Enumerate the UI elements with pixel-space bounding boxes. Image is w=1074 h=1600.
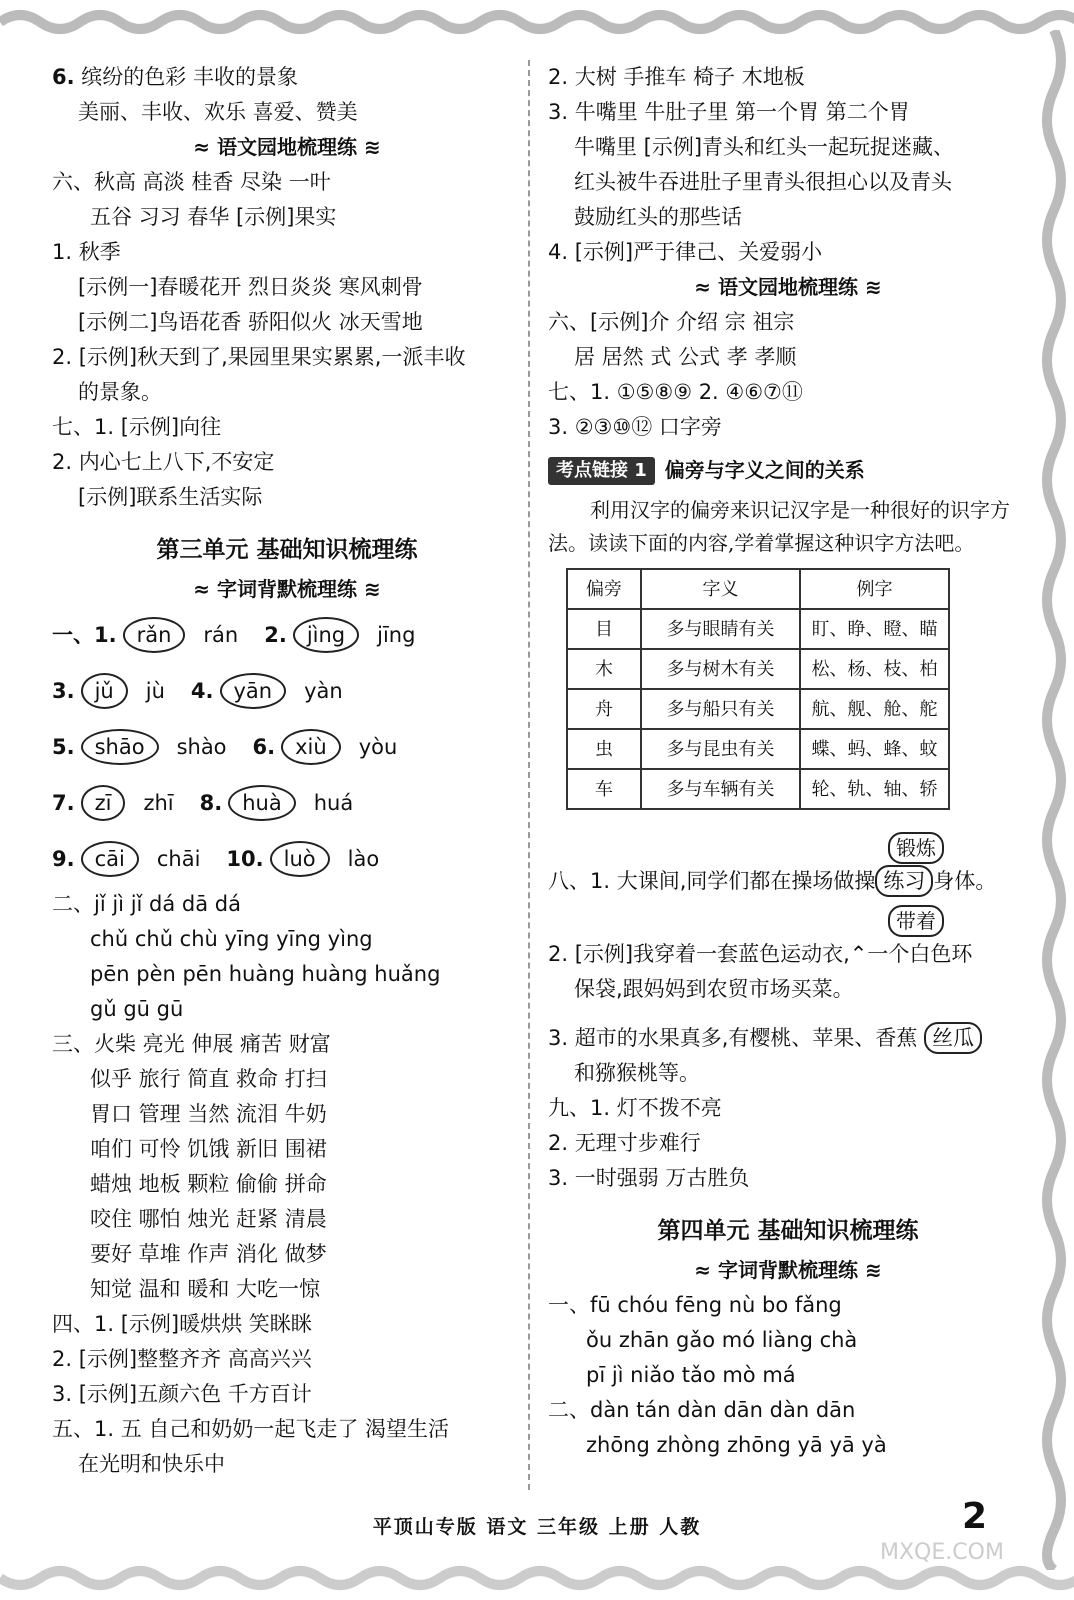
watermark-logo: MXQE.COM xyxy=(880,1540,1004,1565)
table-cell: 多与船只有关 xyxy=(641,689,800,729)
section-subheading: ≈ 字词背默梳理练 ≋ xyxy=(193,577,381,601)
answer-line: [示例]联系生活实际 xyxy=(78,485,263,509)
answer-line: 2. 无理寸步难行 xyxy=(548,1131,701,1155)
word-line: 胃口 管理 当然 流泪 牛奶 xyxy=(90,1102,327,1126)
table-cell: 虫 xyxy=(567,729,641,769)
correction-note: 锻炼 xyxy=(548,832,1028,864)
section-subheading: ≈ 语文园地梳理练 ≋ xyxy=(694,275,882,299)
answer-line: 在光明和快乐中 xyxy=(78,1452,225,1476)
answer-line: 1. 秋季 xyxy=(52,240,121,264)
table-cell: 盯、睁、瞪、瞄 xyxy=(800,609,949,649)
pinyin-option: chāi xyxy=(156,847,201,871)
table-cell: 多与车辆有关 xyxy=(641,769,800,809)
answer-line: 2. 大树 手推车 椅子 木地板 xyxy=(548,65,805,89)
answer-line: 四、1. [示例]暖烘烘 笑眯眯 xyxy=(52,1312,312,1336)
answer-line: 3. 牛嘴里 牛肚子里 第一个胃 第二个胃 xyxy=(548,100,910,124)
pinyin-option: yàn xyxy=(304,679,343,703)
left-column xyxy=(52,60,522,1482)
knowledge-link-paragraph: 利用汉字的偏旁来识记汉字是一种很好的识字方法。读读下面的内容,学着掌握这种识字方法吧。 xyxy=(548,498,1010,555)
table-header-cell: 字义 xyxy=(641,569,800,609)
pinyin-line: gǔ gū gū xyxy=(90,997,184,1021)
circled-answer: cāi xyxy=(81,841,139,877)
answer-line: 鼓励红头的那些话 xyxy=(574,205,742,229)
table-cell: 松、杨、枝、柏 xyxy=(800,649,949,689)
question-number: 9. xyxy=(52,847,75,871)
table-row xyxy=(567,609,949,649)
answer-line: 保袋,跟妈妈到农贸市场买菜。 xyxy=(574,977,854,1001)
circled-answer: huà xyxy=(228,785,296,821)
circled-answer: zī xyxy=(81,785,126,821)
unit-heading: 第四单元 基础知识梳理练 xyxy=(657,1218,919,1244)
page-footer: 平顶山专版 语文 三年级 上册 人教 xyxy=(372,1516,702,1538)
radical-meaning-table xyxy=(566,568,950,810)
answer-line: 2. [示例]整整齐齐 高高兴兴 xyxy=(52,1347,312,1371)
pinyin-line: chǔ chǔ chù yīng yīng yìng xyxy=(90,927,373,951)
pinyin-option: lào xyxy=(347,847,380,871)
question-number: 7. xyxy=(52,791,75,815)
question-number: 5. xyxy=(52,735,75,759)
table-cell: 目 xyxy=(567,609,641,649)
pinyin-choice-row xyxy=(52,663,522,719)
pinyin-option: jīng xyxy=(377,623,416,647)
pinyin-line: zhōng zhòng zhōng yā yā yà xyxy=(586,1433,887,1457)
question-number: 6. xyxy=(252,735,276,759)
page-number: 2 xyxy=(962,1496,988,1537)
pinyin-choice-row xyxy=(52,775,522,831)
question-number: 10. xyxy=(226,847,264,871)
pinyin-line: pēn pèn pēn huàng huàng huǎng xyxy=(90,962,441,986)
answer-line: 的景象。 xyxy=(78,380,162,404)
answer-line: 和猕猴桃等。 xyxy=(574,1061,700,1085)
answer-line: 3. ②③⑩⑫ 口字旁 xyxy=(548,415,722,439)
word-line: 三、火柴 亮光 伸展 痛苦 财富 xyxy=(52,1032,331,1056)
word-line: 知觉 温和 暖和 大吃一惊 xyxy=(90,1277,321,1301)
table-row xyxy=(567,729,949,769)
pinyin-line: 二、dàn tán dàn dān dàn dān xyxy=(548,1398,856,1422)
answer-line: 3. 超市的水果真多,有樱桃、苹果、香蕉 丝瓜 xyxy=(548,1021,1028,1056)
answer-line: 五谷 习习 春华 [示例]果实 xyxy=(90,205,337,229)
answer-line: 3. [示例]五颜六色 千方百计 xyxy=(52,1382,312,1406)
knowledge-link-tag: 考点链接 1 xyxy=(548,457,655,485)
answer-line: 4. [示例]严于律己、关爱弱小 xyxy=(548,240,823,264)
answer-line: 6. 缤纷的色彩 丰收的景象 xyxy=(52,65,298,89)
answer-line: [示例一]春暖花开 烈日炎炎 寒风刺骨 xyxy=(78,275,423,299)
knowledge-link-title: 偏旁与字义之间的关系 xyxy=(664,458,865,482)
table-cell: 多与昆虫有关 xyxy=(641,729,800,769)
question-number: 8. xyxy=(199,791,223,815)
circled-answer: jìng xyxy=(293,617,359,653)
right-column xyxy=(548,60,1028,1463)
table-cell: 多与树木有关 xyxy=(641,649,800,689)
circled-answer: shāo xyxy=(81,729,159,765)
table-cell: 车 xyxy=(567,769,641,809)
pinyin-line: 一、fū chóu fēng nù bo fǎng xyxy=(548,1293,842,1317)
pinyin-option: shào xyxy=(176,735,227,759)
question-number: 2. xyxy=(264,623,287,647)
table-cell: 木 xyxy=(567,649,641,689)
pinyin-line: pī jì niǎo tǎo mò má xyxy=(586,1363,796,1387)
answer-line: [示例二]鸟语花香 骄阳似火 冰天雪地 xyxy=(78,310,423,334)
table-cell: 轮、轨、轴、轿 xyxy=(800,769,949,809)
circled-answer: rǎn xyxy=(123,617,186,653)
answer-line: 九、1. 灯不拨不亮 xyxy=(548,1096,722,1120)
word-line: 似乎 旅行 简直 救命 打扫 xyxy=(90,1067,327,1091)
table-header-cell: 例字 xyxy=(800,569,949,609)
table-header-row xyxy=(567,569,949,609)
table-row xyxy=(567,649,949,689)
table-cell: 航、舰、舱、舵 xyxy=(800,689,949,729)
circled-answer: xiù xyxy=(281,729,341,765)
answer-line: 牛嘴里 [示例]青头和红头一起玩捉迷藏、 xyxy=(574,135,955,159)
pinyin-line: ǒu zhān gǎo mó liàng chà xyxy=(586,1328,858,1352)
answer-line: 六、秋高 高淡 桂香 尽染 一叶 xyxy=(52,170,331,194)
question-number: 3. xyxy=(52,679,75,703)
answer-line: 七、1. [示例]向往 xyxy=(52,415,222,439)
pinyin-option: yòu xyxy=(358,735,398,759)
answer-line: 八、1. 大课间,同学们都在操场做操 练习 身体。 xyxy=(548,864,1028,899)
pinyin-answer-list xyxy=(52,607,522,887)
word-line: 咱们 可怜 饥饿 新旧 围裙 xyxy=(90,1137,327,1161)
knowledge-link-banner xyxy=(548,453,1028,488)
answer-line: 2. 内心七上八下,不安定 xyxy=(52,450,275,474)
column-divider xyxy=(528,60,530,1490)
answer-line: 2. [示例]我穿着一套蓝色运动衣,⌃一个白色环 xyxy=(548,942,973,966)
answer-line: 七、1. ①⑤⑧⑨ 2. ④⑥⑦⑪ xyxy=(548,380,803,404)
deleted-word: 丝瓜 xyxy=(924,1022,982,1054)
section-subheading: ≈ 字词背默梳理练 ≋ xyxy=(694,1258,882,1282)
top-border-decoration xyxy=(0,0,1074,40)
table-row xyxy=(567,769,949,809)
unit-heading: 第三单元 基础知识梳理练 xyxy=(156,537,418,563)
pinyin-line: 二、jǐ jì jǐ dá dā dá xyxy=(52,892,241,916)
pinyin-option: jù xyxy=(145,679,165,703)
table-cell: 舟 xyxy=(567,689,641,729)
pinyin-choice-row xyxy=(52,719,522,775)
answer-line: 3. 一时强弱 万古胜负 xyxy=(548,1166,750,1190)
word-line: 蜡烛 地板 颗粒 偷偷 拼命 xyxy=(90,1172,327,1196)
circled-answer: yān xyxy=(220,673,287,709)
pinyin-option: rán xyxy=(203,623,239,647)
circled-answer: luò xyxy=(270,841,330,877)
table-cell: 蝶、蚂、蜂、蚊 xyxy=(800,729,949,769)
correction-note: 带着 xyxy=(548,905,1028,937)
pinyin-option: zhī xyxy=(143,791,174,815)
answer-line: 五、1. 五 自己和奶奶一起飞走了 渴望生活 xyxy=(52,1417,450,1441)
table-body xyxy=(567,609,949,809)
question-number: 4. xyxy=(190,679,214,703)
answer-line: 六、[示例]介 介绍 宗 祖宗 xyxy=(548,310,795,334)
question-number: 一、1. xyxy=(52,623,117,647)
table-header-cell: 偏旁 xyxy=(567,569,641,609)
answer-line: 2. [示例]秋天到了,果园里果实累累,一派丰收 xyxy=(52,345,466,369)
table-row xyxy=(567,689,949,729)
answer-line: 美丽、丰收、欢乐 喜爱、赞美 xyxy=(78,100,358,124)
section-subheading: ≈ 语文园地梳理练 ≋ xyxy=(193,135,381,159)
bottom-border-decoration xyxy=(0,1560,1074,1600)
answer-line: 红头被牛吞进肚子里青头很担心以及青头 xyxy=(574,170,952,194)
pinyin-choice-row xyxy=(52,831,522,887)
right-border-decoration xyxy=(1034,30,1074,1570)
pinyin-option: huá xyxy=(313,791,354,815)
answer-line: 居 居然 式 公式 孝 孝顺 xyxy=(574,345,797,369)
word-line: 要好 草堆 作声 消化 做梦 xyxy=(90,1242,327,1266)
insertion-mark: ⌃ xyxy=(849,942,868,966)
word-line: 咬住 哪怕 烛光 赶紧 清晨 xyxy=(90,1207,327,1231)
pinyin-choice-row xyxy=(52,607,522,663)
table-cell: 多与眼睛有关 xyxy=(641,609,800,649)
marked-word: 练习 xyxy=(875,865,933,897)
circled-answer: jǔ xyxy=(81,673,128,709)
